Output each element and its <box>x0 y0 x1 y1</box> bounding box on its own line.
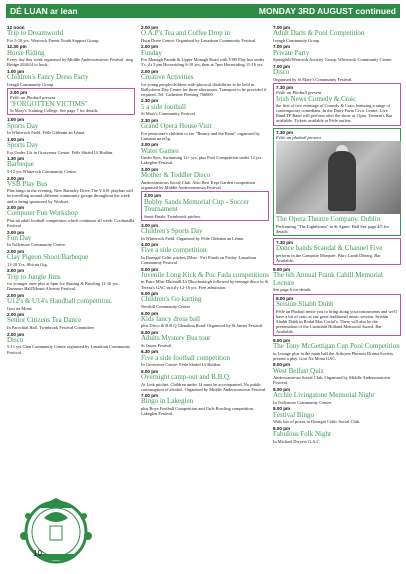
featured-event <box>273 83 401 125</box>
event-listing <box>7 69 135 87</box>
event-listing <box>141 349 269 367</box>
featured-event <box>273 238 401 265</box>
event-time: 8.00 pm <box>273 337 291 343</box>
event-title: O.A.P's Tea and Coffee Drop in <box>141 29 230 38</box>
event-details: With lots of prizes in Donegal Celtic Social Club. <box>273 419 361 425</box>
event-details: Andersonstown Social Club. Also Best Kept Garden competition organised by Middle Andersonstown Festival. <box>141 179 256 190</box>
event-details: Organised by St Mary's Community Festival. <box>273 76 353 82</box>
event-details: Plus an adult football competition which continues all week. Coolnasilla Festival <box>7 217 135 228</box>
event-details: In Tullymore Community Centre. <box>273 399 333 405</box>
event-listing <box>7 332 135 355</box>
event-details: For Monagh Parade & Upper Monagh Road with VSB Play bus under 5's. At 5 pm Horseriding 6-10 yrs, then at 7pm Horseriding 11-16 yrs. <box>141 57 265 68</box>
event-details: Féile an Phobail invite you to bring along your instruments and we'll have a bit of craic at our great traditional music session. Seisiún Sliabh Dubh in Rodaí Mac Corlaí's. There will also be the presentation of the Caoimhín Holland Memorial Award. Bar Available. <box>276 308 397 334</box>
event-time: 7.30 pm <box>276 239 294 245</box>
event-listing <box>141 44 269 67</box>
event-time: 7.00 pm <box>273 63 291 69</box>
event-time: 2.00 pm <box>7 331 25 337</box>
event-title: Seisiún Sliabh Dubh <box>276 299 334 308</box>
event-listing <box>7 117 135 135</box>
event-title: Private Party <box>273 48 310 57</box>
event-details: the first of two evenings of Comedy & Craic featuring a range of contemporary comedians. In the Dairy Farm Civic Centre. Live Band TP Band will perform after the show at 11pm. Tennent's Bar available. Tickets available at Féile outlets. <box>276 103 393 124</box>
event-details: For Under 12s in Grosvenor Centre. Féile Shráid Uí Rodáin. <box>7 149 114 155</box>
event-listing <box>141 223 269 241</box>
featured-event <box>273 128 401 236</box>
event-listing <box>7 293 135 311</box>
event-listing <box>7 176 135 204</box>
event-title: Grand Opera House Visit <box>141 122 212 131</box>
event-title: Clay Pigeon Shoot/Barbeque <box>7 253 89 262</box>
event-title: Bobby Sands Memorial Cup - Soccer Tournament <box>144 197 249 214</box>
header-right: MONDAY 3RD AUGUST continued <box>258 6 396 16</box>
event-listing <box>7 137 135 155</box>
event-title: 5 a side football <box>141 102 186 111</box>
event-time: 12.30 pm <box>7 44 27 50</box>
event-listing <box>273 44 401 62</box>
event-title: Children's Fancy Dress Party <box>7 73 89 82</box>
event-time: 1.00 pm <box>7 117 25 123</box>
event-time: 3.00 pm <box>141 222 159 228</box>
event-time: 2.00 pm <box>141 25 159 30</box>
featured-event <box>273 294 401 336</box>
event-details: In Michael Dwyers G.A.C. <box>273 438 321 444</box>
event-listing <box>7 230 135 248</box>
event-title: Children's Go karting <box>141 295 202 304</box>
event-time: 2.30 pm <box>141 117 159 123</box>
event-listing <box>141 98 269 116</box>
feile-logo <box>14 496 98 568</box>
event-details: Andersonstown Social Club. Organised by Middle Andersonstown Festival. <box>273 375 391 386</box>
event-details: In Grosvenor Centre. Féile Shráid Uí Rodáin. <box>141 362 221 368</box>
event-time: 1.30 pm <box>7 156 25 162</box>
event-time: 2.00 pm <box>7 292 25 298</box>
event-listing <box>7 312 135 330</box>
event-details: In Parochial Hall. Twinbrook Festival Committee. <box>7 325 96 331</box>
event-time: 12 noon <box>7 25 25 30</box>
event-time: 4.00 pm <box>141 242 159 248</box>
event-time: 6.00 pm <box>141 368 159 374</box>
event-listing <box>7 249 135 267</box>
event-title: VSB Play Bus <box>7 179 48 188</box>
page-number: 10 <box>33 549 42 558</box>
event-time: 8.00 pm <box>276 295 294 301</box>
event-presenter: Féile an Phobail present <box>276 90 322 96</box>
event-time: 2.00 pm <box>7 312 25 318</box>
event-listing <box>273 267 401 292</box>
event-details: plus Disco & B.B.Q Glenalina Road. Organised by St James Festival. <box>141 323 264 329</box>
event-title: West Belfast Quiz <box>273 366 324 375</box>
event-title: Senior Citizens Tea Dance <box>7 316 82 325</box>
event-time: 2.00 pm <box>7 205 25 211</box>
event-title: Archie Livingstone Memorial Night <box>273 391 375 400</box>
event-title: Kids fancy dress ball <box>141 314 200 323</box>
event-time: 8.00 pm <box>273 266 291 272</box>
event-details: St James Festival. <box>141 342 173 348</box>
event-title: Disco <box>7 335 24 344</box>
event-details: St Mary's Community Festival. <box>141 111 196 117</box>
event-time: 1.00 pm <box>7 68 25 74</box>
event-title: Trip to Jungle Jims <box>7 272 61 281</box>
event-time: 2.00 pm <box>141 68 159 74</box>
event-details: in Pairc Mhic Dhónaill/Ui Dhochartaigh followed by teenage disco in St Teresa's GAC strictly 12-16 yrs. Free admission. <box>141 279 269 290</box>
event-title: Sports Day <box>7 121 39 130</box>
event-listing <box>273 426 401 444</box>
header-left: DÉ LUAN ar lean <box>10 6 78 16</box>
event-title: Adults Mystery Bus tour <box>141 334 211 343</box>
event-title: U12's & U14's Handball competition. <box>7 297 113 306</box>
event-title: Fun Day <box>7 233 32 242</box>
event-details: Iveagh Community Group <box>273 37 320 43</box>
event-listing <box>7 44 135 67</box>
event-title: Disco <box>273 67 290 76</box>
event-time: 7.30 pm <box>276 85 294 91</box>
event-time: 2.30 pm <box>141 98 159 104</box>
event-listing <box>141 142 269 165</box>
event-time: 2.00 pm <box>10 90 28 96</box>
event-time: 3.00 pm <box>141 142 159 148</box>
event-details: perform in the Campsite Marquee. Páirc Lamh Dhearg. Bar Available. <box>276 252 381 263</box>
event-title: Computer Fun Workshop <box>7 209 78 218</box>
event-title: The 6th Annual Frank Cahill Memorial Lecture <box>273 270 383 287</box>
featured-event <box>141 191 269 220</box>
event-details: In Tullymore Community Centre. <box>7 242 67 248</box>
event-time: 7.00 pm <box>141 393 159 399</box>
event-details: 5-12 yrs Whiterock Community Centre. <box>7 168 78 174</box>
event-details: Iveagh Community Group <box>7 81 54 87</box>
event-listing <box>7 156 135 174</box>
event-time: 7.00 pm <box>273 44 291 50</box>
event-listing <box>141 242 269 265</box>
event-listing <box>273 387 401 405</box>
event-details: plus Boys Football Competition and Girls Bowling competition. Lakeglen Festival. <box>141 405 254 417</box>
event-details: for younger ones plus at 6pm Ice Skating & Bowling 11-16 yrs. Dunmurr Hall/Mount Alverno Festival. <box>7 281 119 292</box>
event-title: Children's Sports Day <box>141 226 203 235</box>
event-time: 5.00 pm <box>141 266 159 272</box>
event-listing <box>141 118 269 141</box>
event-details: For pensioner's children to see "Beauty and the Beast" organised by Cumann na nÓg. <box>141 130 260 141</box>
event-time: 6.30 pm <box>141 349 159 355</box>
event-details: Performing "The Lighthouse" in St Agnes' Hall See page 4/5 for details. <box>276 223 389 234</box>
event-time: 8.00 pm <box>273 425 291 431</box>
event-title: Barbeque <box>7 160 34 169</box>
event-title: "FORGOTTEN VICTIMS" <box>10 99 88 108</box>
event-photo <box>276 141 401 214</box>
event-title: Festival Bingo <box>273 410 315 419</box>
event-title: Creative Activities <box>141 73 194 82</box>
event-time: 2.00 pm <box>7 175 25 181</box>
event-details: Horn Drive Centre. Organised by Lenadoon Community Festival. <box>141 37 257 43</box>
event-details: At Link pitches. Children under 14 must be accompanied. No public consumption of alcohol. Organised by Middle Andersonstown Festival. <box>141 381 267 392</box>
event-details: 12-18 Yrs. Sliú na Gig. <box>7 261 48 267</box>
event-details: In Whiterock Field. Féile Ghleann an Léana <box>7 130 85 136</box>
event-time: 3.00 pm <box>141 166 159 172</box>
event-listing <box>141 369 269 392</box>
event-time: 2.00 pm <box>141 44 159 50</box>
event-listing <box>141 393 269 416</box>
event-listing <box>141 25 269 43</box>
event-details: For 5-10 yrs. Westrock Parent Youth Support Group. <box>7 37 100 43</box>
event-title: Trip to Dreamworld <box>7 29 64 38</box>
event-listing <box>141 291 269 309</box>
column-1 <box>7 25 135 356</box>
event-title: Dance bands Scandal & Channel Five <box>276 243 383 252</box>
event-title: The Opera Theatre Company, Dublin <box>276 214 381 223</box>
event-listing <box>141 330 269 348</box>
event-listing <box>141 311 269 329</box>
event-time: 6.00 pm <box>141 310 159 316</box>
event-time: 7.30 pm <box>276 129 294 135</box>
column-2 <box>141 25 269 418</box>
event-title: Sports Day <box>7 140 39 149</box>
event-time: 8.00 pm <box>273 362 291 368</box>
event-time: 2.00 pm <box>7 268 25 274</box>
event-title: Juvenile Long Kick & Poc Fada competitions <box>141 270 269 279</box>
event-presenter: Féile an Phobail present <box>10 95 56 101</box>
event-time: 8.00 pm <box>273 386 291 392</box>
event-listing <box>7 25 135 43</box>
event-title: Five a side football competition <box>141 353 231 362</box>
event-listing <box>273 338 401 361</box>
event-time: 5.00 pm <box>141 291 159 297</box>
event-title: Fabulous Folk Night <box>273 429 331 438</box>
event-details: See page 6 for details <box>273 287 311 293</box>
event-time: 2.00 pm <box>7 229 25 235</box>
event-title: Bingo in Lakeglen <box>141 397 194 406</box>
event-details: Gort na Mona <box>7 305 32 311</box>
event-details: Semi-Finals. Twinbrook pitches. <box>144 213 202 219</box>
event-time: 3.00 pm <box>144 193 162 199</box>
event-details: In Whiterock Field. Organised by Féile Ghleann an Léana. <box>141 235 244 241</box>
event-title: Mother & Toddler Disco <box>141 171 211 180</box>
event-listing <box>273 406 401 424</box>
featured-event <box>7 88 135 115</box>
event-listing <box>273 362 401 385</box>
event-details: Plus bingo in the evening. New Barnsley Drive.The V.S.B. playbus will be travelling around different community groups throughout the week and is being sponsored by Workset. <box>7 188 133 204</box>
event-details: In Donegal Celtic pitches (Mon - Fri) Finals on Friday. Lenadoon Community Festival. <box>141 254 257 266</box>
event-details: St Mary's Training College. See page 7 for details. <box>10 108 99 114</box>
event-time: 1.00 pm <box>7 136 25 142</box>
event-title: Five a side competition <box>141 246 207 255</box>
event-details: Every day this week organised by Middle Andersonstown Festival. ring Bridge 202614 to book. <box>7 57 133 68</box>
event-details: Under 8yrs, Swimming 12+ yrs, plus Pool Competition under 12 yrs. Lakeglen Festival. <box>141 155 263 166</box>
event-listing <box>141 267 269 290</box>
page-header <box>6 4 400 18</box>
event-title: Irish News Comedy & Craic <box>276 94 357 103</box>
event-listing <box>141 69 269 97</box>
event-listing <box>7 268 135 291</box>
column-3 <box>273 25 401 445</box>
event-title: Overnight camp-out and B.B.Q. <box>141 372 231 381</box>
event-title: Funday <box>141 48 162 57</box>
event-details: Newhill Community Centre <box>141 303 191 309</box>
event-time: 2.00 pm <box>7 248 25 254</box>
event-time: 7.00 pm <box>273 25 291 30</box>
event-listing <box>141 167 269 190</box>
event-details: in Lounge plus in the main hall the Ardoyne Phoenix Drama Society present a play. Gort Na Mona GAC. <box>273 350 394 361</box>
event-details: Springhill/Westrock Activity Group. Whiterock Community Centre. <box>273 57 393 63</box>
event-listing <box>7 205 135 228</box>
event-details: for young people/children with physical disabilities to be held in Ballydown Day Centre for three afternoons. Transport to be provided if required. Tel: Catherine Fleming 766000 <box>141 81 267 97</box>
event-listing <box>273 25 401 43</box>
event-title: Water Games <box>141 146 179 155</box>
event-presenter: Féile an phobail present <box>276 134 321 140</box>
event-title: Adult Darts & Pool Competition <box>273 29 365 38</box>
event-listing <box>273 64 401 82</box>
event-time: 6.00 pm <box>141 329 159 335</box>
event-time: 8.00 pm <box>273 406 291 412</box>
event-details: 5-11 yrs Glen Community Centre organised by Lenadoon Community Festival. <box>7 344 131 355</box>
event-title: Horse Riding <box>7 48 45 57</box>
event-title: The Tony McGettigan Cup Pool Competition <box>273 342 400 351</box>
